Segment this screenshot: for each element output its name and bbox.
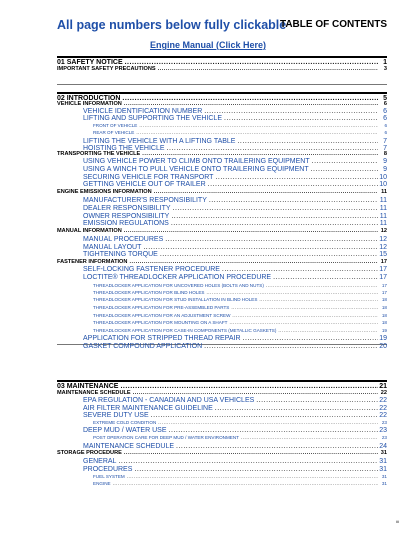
toc-category[interactable] (57, 101, 387, 107)
dot-leader (158, 66, 378, 72)
toc-subsection[interactable] (57, 181, 387, 188)
divider (57, 56, 387, 58)
toc-category[interactable] (57, 228, 387, 234)
toc-page-number[interactable]: 9 (383, 158, 387, 165)
toc-page-number[interactable]: 17 (381, 290, 387, 295)
dot-leader (215, 174, 378, 181)
dot-leader (165, 236, 378, 243)
dot-leader (158, 420, 378, 425)
toc-page-number[interactable]: 7 (383, 138, 387, 145)
toc-page-number[interactable]: 31 (379, 466, 387, 473)
toc-subsection[interactable] (57, 244, 387, 251)
toc-category[interactable] (57, 189, 387, 195)
toc-subsection[interactable] (57, 251, 387, 258)
toc-page-number[interactable]: 15 (379, 251, 387, 258)
toc-page-number[interactable]: 18 (381, 305, 387, 310)
dot-leader (206, 290, 378, 295)
toc-page-number[interactable]: 17 (381, 283, 387, 288)
toc-entry[interactable] (57, 474, 387, 479)
dot-leader (241, 435, 378, 440)
toc-subsection[interactable] (57, 174, 387, 181)
toc-entry-title: MAINTENANCE SCHEDULE (57, 390, 131, 396)
toc-entry-title: USING VEHICLE POWER TO CLIMB ONTO TRAILERING EQUIPMENT (83, 158, 310, 165)
toc-entry-title: THREADLOCKER APPLICATION FOR CASE-IN COMPONENTS (METALLIC GASKETS) (93, 328, 277, 333)
toc-page-number[interactable]: 11 (381, 189, 387, 195)
toc-subsection[interactable] (57, 166, 387, 173)
toc-subsection[interactable] (57, 115, 387, 122)
toc-page-number[interactable]: 5 (383, 95, 387, 102)
divider (57, 92, 387, 94)
dot-leader (151, 412, 378, 419)
dot-leader (259, 297, 378, 302)
toc-entry-title: HOISTING THE VEHICLE (83, 145, 165, 152)
toc-page-number[interactable]: 31 (380, 450, 387, 456)
toc-subsection[interactable] (57, 205, 387, 212)
dot-leader (278, 328, 378, 333)
toc-entry-title: VEHICLE IDENTIFICATION NUMBER (83, 108, 203, 115)
toc-entry-title: VEHICLE INFORMATION (57, 101, 122, 107)
toc-entry-title: IMPORTANT SAFETY PRECAUTIONS (57, 66, 156, 72)
dot-leader (120, 383, 378, 390)
dot-leader (143, 244, 378, 251)
toc-page-number[interactable]: 31 (379, 458, 387, 465)
toc-entry[interactable] (57, 123, 387, 128)
page-header (57, 18, 387, 34)
toc-page-number[interactable]: 11 (379, 213, 387, 220)
toc-subsection[interactable] (57, 343, 387, 350)
dot-leader (124, 101, 378, 107)
dot-leader (154, 189, 378, 195)
toc-entry-title: THREADLOCKER APPLICATION FOR PRE-ASSEMBLED PARTS (93, 305, 230, 310)
dot-leader (215, 405, 378, 412)
toc-entry-title: THREADLOCKER APPLICATION FOR AN ADJUSTMENT SCREW (93, 313, 231, 318)
toc-entry[interactable] (57, 320, 387, 325)
toc-page-number[interactable]: 6 (384, 123, 387, 128)
toc-entry-title: MANUFACTURER'S RESPONSIBILITY (83, 197, 207, 204)
toc-entry[interactable] (57, 481, 387, 486)
toc-entry-title: GETTING VEHICLE OUT OF TRAILER (83, 181, 206, 188)
toc-entry-title: ENGINE EMISSIONS INFORMATION (57, 189, 152, 195)
toc-page-number[interactable]: 8 (383, 151, 387, 157)
toc-page-number[interactable]: 23 (379, 427, 387, 434)
toc-category[interactable] (57, 66, 387, 72)
dot-leader (129, 259, 378, 265)
dot-leader (204, 343, 378, 350)
toc-page-number[interactable]: 17 (379, 274, 387, 281)
toc-page-number[interactable]: 21 (379, 383, 387, 390)
toc-section[interactable] (57, 59, 387, 66)
dot-leader (133, 390, 378, 396)
toc-entry[interactable] (57, 283, 387, 288)
toc-subsection[interactable] (57, 197, 387, 204)
dot-leader (243, 335, 378, 342)
toc-entry-title: TRANSPORTING THE VEHICLE (57, 151, 141, 157)
toc-entry-title: 03 MAINTENANCE (57, 383, 119, 390)
toc-subsection[interactable] (57, 335, 387, 342)
dot-leader (142, 151, 378, 157)
toc-title: TABLE OF CONTENTS (279, 19, 387, 30)
toc-page-number[interactable]: 3 (383, 66, 387, 72)
toc-page-number[interactable]: 6 (383, 115, 387, 122)
toc-entry-title: STORAGE PROCEDURE (57, 450, 122, 456)
toc-entry-title: FUEL SYSTEM (93, 474, 125, 479)
page-number: iii (396, 519, 399, 524)
toc-entry-title: POST OPERATION CARE FOR DEEP MUD / WATER ENVIRONMENT (93, 435, 239, 440)
toc-entry-title: ENGINE (93, 481, 111, 486)
toc-entry-title: MAINTENANCE SCHEDULE (83, 443, 175, 450)
dot-leader (127, 474, 378, 479)
toc-entry-title: DEALER RESPONSIBILITY (83, 205, 171, 212)
toc-entry-title: APPLICATION FOR STRIPPED THREAD REPAIR (83, 335, 241, 342)
toc-page-number[interactable]: 7 (383, 145, 387, 152)
toc-entry[interactable] (57, 305, 387, 310)
toc-page-number[interactable]: 19 (381, 328, 387, 333)
toc-entry[interactable] (57, 328, 387, 333)
toc-subsection[interactable] (57, 108, 387, 115)
dot-leader (171, 213, 378, 220)
dot-leader (124, 228, 378, 234)
engine-manual-link[interactable]: Engine Manual (Click Here) (149, 40, 267, 50)
toc-entry-title: THREADLOCKER APPLICATION FOR BLIND HOLES (93, 290, 205, 295)
toc-entry-title: MANUAL INFORMATION (57, 228, 122, 234)
toc-page-number[interactable]: 20 (379, 343, 387, 350)
toc-subsection[interactable] (57, 427, 387, 434)
toc-page-number[interactable]: 12 (379, 244, 387, 251)
toc-page-number[interactable]: 11 (379, 197, 387, 204)
toc-page-number[interactable]: 18 (381, 297, 387, 302)
dot-leader (229, 320, 378, 325)
dot-leader (169, 427, 379, 434)
toc-page-number[interactable]: 22 (380, 390, 387, 396)
toc-page-number[interactable]: 10 (379, 181, 387, 188)
toc-page-number[interactable]: 17 (379, 266, 387, 273)
toc-entry[interactable] (57, 435, 387, 440)
toc-subsection[interactable] (57, 458, 387, 465)
dot-leader (231, 305, 378, 310)
toc-category[interactable] (57, 390, 387, 396)
toc-page-number[interactable]: 18 (381, 313, 387, 318)
toc-page-number[interactable]: 10 (379, 174, 387, 181)
dot-leader (311, 166, 378, 173)
toc-entry-title: 02 INTRODUCTION (57, 95, 121, 102)
toc-subsection[interactable] (57, 236, 387, 243)
toc-entry-title: MANUAL LAYOUT (83, 244, 142, 251)
dot-leader (312, 158, 378, 165)
divider (57, 380, 387, 382)
toc-entry-title: FASTENER INFORMATION (57, 259, 128, 265)
toc-entry-title: PROCEDURES (83, 466, 133, 473)
toc-page-number[interactable]: 31 (381, 481, 387, 486)
dot-leader (209, 197, 378, 204)
toc-page-number[interactable]: 31 (381, 474, 387, 479)
toc-page-number[interactable]: 12 (379, 236, 387, 243)
toc-page-number[interactable]: 22 (379, 405, 387, 412)
toc-entry-title: EXTREME COLD CONDITION (93, 420, 157, 425)
dot-leader (232, 313, 378, 318)
dot-leader (139, 123, 378, 128)
toc-subsection[interactable] (57, 138, 387, 145)
dot-leader (222, 266, 378, 273)
toc-entry[interactable] (57, 297, 387, 302)
toc-entry-title: DEEP MUD / WATER USE (83, 427, 167, 434)
toc-subsection[interactable] (57, 412, 387, 419)
toc-page-number[interactable]: 6 (383, 101, 387, 107)
toc-entry-title: GASKET COMPOUND APPLICATION (83, 343, 203, 350)
dot-leader (160, 251, 378, 258)
toc-entry-title: EPA REGULATION - CANADIAN AND USA VEHICLES (83, 397, 255, 404)
toc-entry-title: SECURING VEHICLE FOR TRANSPORT (83, 174, 214, 181)
toc-page-number[interactable]: 19 (379, 335, 387, 342)
dot-leader (173, 205, 378, 212)
dot-leader (256, 397, 378, 404)
dot-leader (124, 450, 378, 456)
toc-page-number[interactable]: 6 (384, 130, 387, 135)
toc-entry-title: REAR OF VEHICLE (93, 130, 135, 135)
toc-entry-title: THREADLOCKER APPLICATION FOR STUD INSTALLATION IN BLIND HOLES (93, 297, 258, 302)
dot-leader (134, 466, 378, 473)
toc-entry-title: 01 SAFETY NOTICE (57, 59, 123, 66)
toc-page-number[interactable]: 11 (379, 220, 387, 227)
toc-entry-title: FRONT OF VEHICLE (93, 123, 138, 128)
toc-entry[interactable] (57, 130, 387, 135)
dot-leader (208, 181, 378, 188)
toc-page-number[interactable]: 17 (380, 259, 387, 265)
dot-leader (204, 108, 378, 115)
dot-leader (136, 130, 378, 135)
toc-entry-title: AIR FILTER MAINTENANCE GUIDELINE (83, 405, 213, 412)
dot-leader (266, 283, 378, 288)
toc-subsection[interactable] (57, 213, 387, 220)
toc-page-number[interactable]: 12 (380, 228, 387, 234)
toc-page-number[interactable]: 23 (381, 435, 387, 440)
toc-entry[interactable] (57, 290, 387, 295)
toc-entry-title: THREADLOCKER APPLICATION FOR UNCOVERED HOLES (BOLTS AND NUTS) (93, 283, 264, 288)
toc-entry-title: SEVERE DUTY USE (83, 412, 149, 419)
toc-entry-title: EMISSION REGULATIONS (83, 220, 169, 227)
dot-leader (125, 59, 378, 66)
toc-page-number[interactable]: 1 (383, 59, 387, 66)
dot-leader (113, 481, 378, 486)
toc-entry-title: THREADLOCKER APPLICATION FOR MOUNTING ON A SHAFT (93, 320, 228, 325)
toc-subsection[interactable] (57, 220, 387, 227)
toc-subsection[interactable] (57, 466, 387, 473)
divider (57, 84, 387, 85)
toc-section[interactable] (57, 383, 387, 390)
clickable-notice: All page numbers below fully clickable (57, 18, 287, 32)
dot-leader (224, 115, 378, 122)
toc-subsection[interactable] (57, 274, 387, 281)
toc-subsection[interactable] (57, 443, 387, 450)
toc-page-number[interactable]: 22 (379, 397, 387, 404)
toc-entry-title: OWNER RESPONSIBILITY (83, 213, 170, 220)
dot-leader (171, 220, 378, 227)
toc-entry-title: TIGHTENING TORQUE (83, 251, 158, 258)
toc-entry-title: MANUAL PROCEDURES (83, 236, 164, 243)
toc-entry-title: LOCTITE® THREADLOCKER APPLICATION PROCEDURE (83, 274, 272, 281)
toc-entry[interactable] (57, 420, 387, 425)
toc-entry-title: USING A WINCH TO PULL VEHICLE ONTO TRAILERING EQUIPMENT (83, 166, 309, 173)
toc-category[interactable] (57, 450, 387, 456)
toc-entry-title: GENERAL (83, 458, 117, 465)
toc-entry-title: SELF-LOCKING FASTENER PROCEDURE (83, 266, 220, 273)
toc-page-number[interactable]: 11 (379, 205, 387, 212)
toc-category[interactable] (57, 151, 387, 157)
toc-entry[interactable] (57, 313, 387, 318)
dot-leader (273, 274, 378, 281)
toc-subsection[interactable] (57, 266, 387, 273)
toc-page-number[interactable]: 9 (383, 166, 387, 173)
toc-entry-title: LIFTING THE VEHICLE WITH A LIFTING TABLE (83, 138, 236, 145)
toc-page-number[interactable]: 6 (383, 108, 387, 115)
toc-category[interactable] (57, 259, 387, 265)
toc-subsection[interactable] (57, 158, 387, 165)
toc-subsection[interactable] (57, 397, 387, 404)
toc-entry-title: LIFTING AND SUPPORTING THE VEHICLE (83, 115, 222, 122)
toc-page-number[interactable]: 23 (381, 420, 387, 425)
toc-page-number[interactable]: 24 (379, 443, 387, 450)
dot-leader (176, 443, 378, 450)
toc-page-number[interactable]: 18 (381, 320, 387, 325)
dot-leader (118, 458, 378, 465)
toc-subsection[interactable] (57, 405, 387, 412)
toc-page-number[interactable]: 22 (379, 412, 387, 419)
dot-leader (237, 138, 378, 145)
